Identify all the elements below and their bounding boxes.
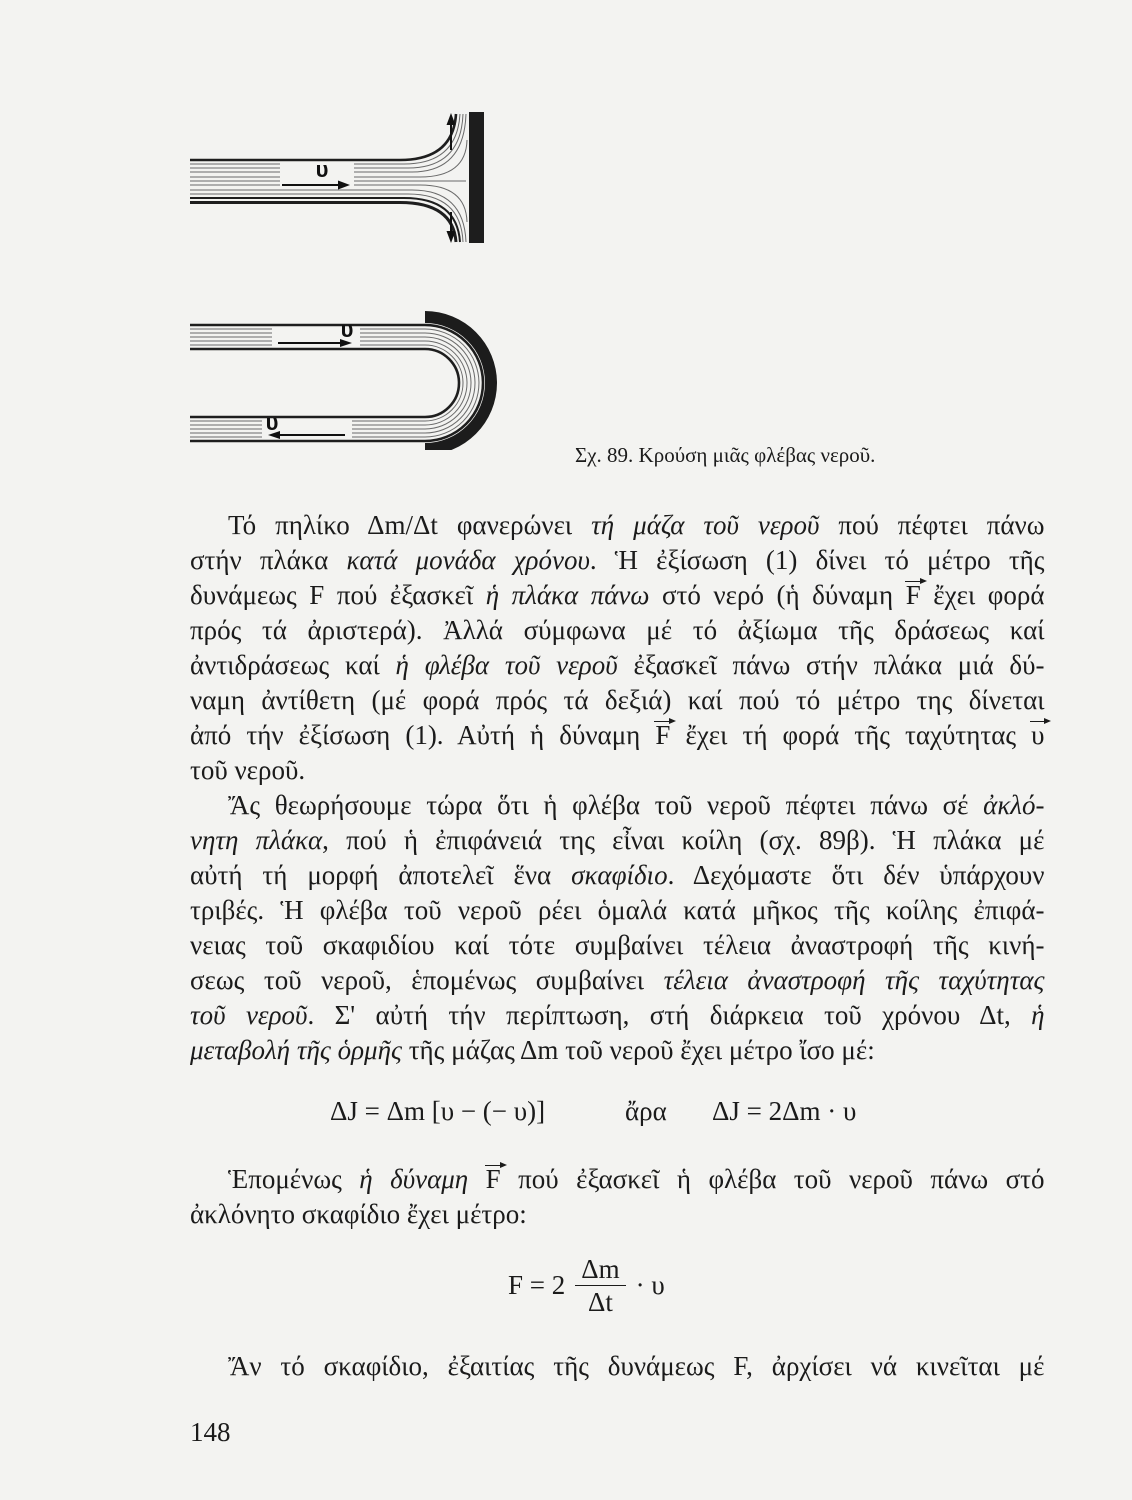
italic-text: ἡ δύναμη [359,1164,486,1194]
equation-lhs: F = 2 [508,1269,566,1300]
text-segment: ἔχει τή φορά τῆς ταχύτητας [670,720,1032,750]
velocity-label: υ [315,157,329,182]
vector-symbol: F [655,718,670,753]
outgoing-velocity-label: υ [265,410,279,435]
paragraph-2 [190,788,1045,1068]
text-line [190,1197,1045,1232]
italic-text: τοῦ νεροῦ [190,1000,308,1030]
text-segment: πρός τά ἀριστερά). Ἀλλά σύμφωνα μέ τό ἀξίωμα τῆς δράσεως καί [190,615,1045,645]
text-line [228,508,1045,543]
text-line [190,998,1045,1033]
figure-89 [185,105,515,450]
text-segment: ἀντιδράσεως καί [190,650,396,680]
text-line [228,788,1045,823]
equation-rhs: · υ [635,1269,665,1300]
text-segment: ἀκλόνητο σκαφίδιο ἔχει μέτρο: [190,1199,527,1229]
italic-text: τή μάζα τοῦ νεροῦ [591,510,820,540]
text-line [190,718,1045,753]
text-segment: τοῦ νεροῦ. [190,755,306,785]
italic-text: ἡ φλέβα τοῦ νεροῦ [395,650,618,680]
incoming-velocity-label: υ [340,317,354,342]
fraction-numerator: Δm [575,1253,625,1286]
text-segment: στό νερό (ἡ δύναμη [649,580,906,610]
text-segment: Ἑπομένως [228,1164,360,1194]
text-segment: ἐξασκεῖ πάνω στήν πλάκα μιά δύ- [617,650,1045,680]
text-segment: νειας τοῦ σκαφιδίου καί τότε συμβαίνει τέλεια ἀναστροφή τῆς κινή- [190,930,1045,960]
text-line [190,683,1045,718]
italic-text: κατά μονάδα χρόνου [346,545,590,575]
italic-text: σκαφίδιο [571,860,668,890]
text-segment: , πού ἡ ἐπιφάνειά της εἶναι κοίλη (σχ. 89β). Ἡ πλάκα μέ [322,825,1045,855]
text-segment: . Δεχόμαστε ὅτι δέν ὑπάρχουν [667,860,1045,890]
text-line [190,858,1045,893]
force-equation [508,1252,665,1318]
page-number: 148 [190,1417,231,1447]
deflection-arrow-up [447,113,456,150]
italic-text: ἡ πλάκα πάνω [485,580,650,610]
paragraph-3 [190,1162,1045,1232]
italic-text: ἀκλό- [983,790,1045,820]
text-segment: ἔχει φορά [920,580,1045,610]
paragraph-1 [190,508,1045,788]
italic-text: νητη πλάκα [190,825,323,855]
text-line [190,578,1045,613]
text-segment: στήν πλάκα [190,545,347,575]
text-segment: πού πέφτει πάνω [819,510,1045,540]
italic-text: ἡ [1031,1000,1045,1030]
text-segment: . Σ' αὐτή τήν περίπτωση, στή διάρκεια τοῦ χρόνου Δt, [307,1000,1032,1030]
italic-text: μεταβολή τῆς ὁρμῆς [190,1035,402,1065]
text-segment: πού ἐξασκεῖ ἡ φλέβα τοῦ νεροῦ πάνω στό [500,1164,1045,1194]
text-line [190,648,1045,683]
text-line [190,928,1045,963]
vector-symbol: F [906,578,921,613]
paragraph-4 [190,1349,1045,1384]
flat-plate [469,112,484,243]
vector-symbol: υ [1031,718,1044,753]
jet-on-curved-scoop-diagram [190,311,497,450]
fraction-denominator: Δt [588,1286,613,1317]
text-line [190,613,1045,648]
text-line [190,893,1045,928]
text-segment: Τό πηλίκο Δm/Δt φανερώνει [228,510,592,540]
text-segment: ἀπό τήν ἐξίσωση (1). Αὐτή ἡ δύναμη [190,720,656,750]
equation-right: ΔJ = 2Δm · υ [712,1096,857,1126]
text-segment: αὐτή τή μορφή ἀποτελεῖ ἕνα [190,860,572,890]
text-line [190,1033,1045,1068]
text-segment: σεως τοῦ νεροῦ, ἑπομένως συμβαίνει [190,965,664,995]
vector-symbol: F [486,1162,501,1197]
text-line [190,823,1045,858]
text-segment: ναμη ἀντίθετη (μέ φορά πρός τά δεξιά) καί πού τό μέτρο της δίνεται [190,685,1045,715]
text-segment: Ἄς θεωρήσουμε τώρα ὅτι ἡ φλέβα τοῦ νεροῦ πέφτει πάνω σέ [228,790,984,820]
text-segment: Ἄν τό σκαφίδιο, ἐξαιτίας τῆς δυνάμεως F, ἀρχίσει νά κινεῖται μέ [228,1351,1045,1381]
jet-on-flat-plate-diagram [190,112,484,243]
equation-left: ΔJ = Δm [υ − (− υ)] [330,1096,546,1126]
figure-caption: Σχ. 89. Κρούση μιᾶς φλέβας νεροῦ. [575,443,876,467]
text-line [190,543,1045,578]
text-line [228,1349,1045,1384]
text-segment: δυνάμεως F πού ἐξασκεῖ [190,580,486,610]
text-segment: τῆς μάζας Δm τοῦ νεροῦ ἔχει μέτρο ἴσο μέ: [401,1035,875,1065]
text-line [228,1162,1045,1197]
text-segment: τριβές. Ἡ φλέβα τοῦ νεροῦ ρέει ὁμαλά κατά μῆκος τῆς κοίλης ἐπιφά- [190,895,1045,925]
text-segment: . Ἡ ἐξίσωση (1) δίνει τό μέτρο τῆς [589,545,1045,575]
text-line [190,753,1045,788]
equation-connective: ἄρα [625,1096,667,1126]
fraction [575,1253,625,1318]
text-line [190,963,1045,998]
italic-text: τέλεια ἀναστροφή τῆς ταχύτητας [663,965,1045,995]
